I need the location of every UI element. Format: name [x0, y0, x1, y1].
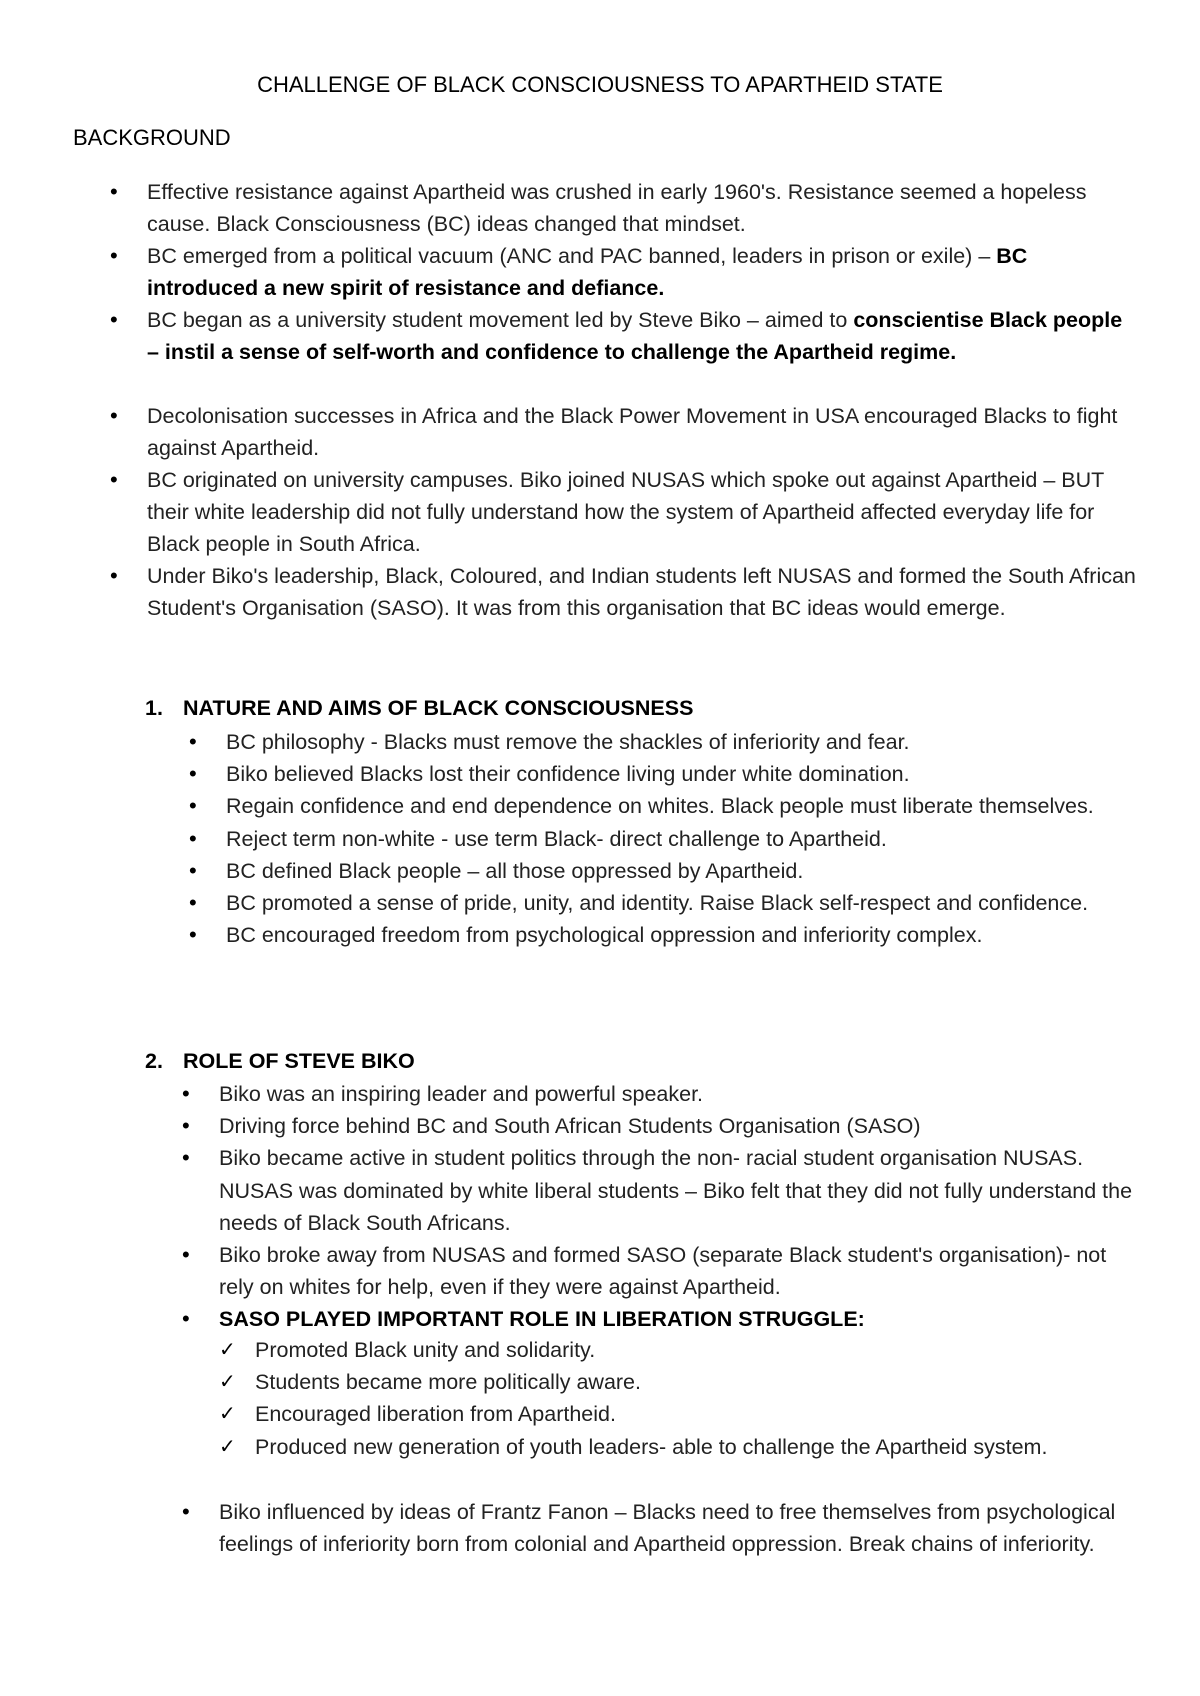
list-item: • Biko broke away from NUSAS and formed SASO (separate Black student's organisation)- not rely on whites for help, even if they were against Apartheid. — [219, 1239, 1139, 1303]
document-title: CHALLENGE OF BLACK CONSCIOUSNESS TO APARTHEID STATE — [257, 72, 943, 97]
list-item: • Biko believed Blacks lost their confidence living under white domination. — [226, 758, 1106, 790]
section-2-list — [219, 1078, 1139, 1336]
list-item: • Biko became active in student politics through the non- racial student organisation NUSAS. NUSAS was dominated by white liberal students – Biko felt that they did not fully understand the needs of Black South Africans. — [219, 1142, 1139, 1239]
list-item: • BC defined Black people – all those oppressed by Apartheid. — [226, 855, 1106, 887]
list-item: • Biko was an inspiring leader and powerful speaker. — [219, 1078, 1139, 1110]
list-item: • Driving force behind BC and South African Students Organisation (SASO) — [219, 1110, 1139, 1142]
list-item: • SASO PLAYED IMPORTANT ROLE IN LIBERATION STRUGGLE: — [219, 1303, 1139, 1335]
list-item: • BC philosophy - Blacks must remove the shackles of inferiority and fear. — [226, 726, 1106, 758]
check-icon: ✓ — [219, 1339, 236, 1361]
section-1-list — [226, 726, 1106, 951]
list-item: • Decolonisation successes in Africa and the Black Power Movement in USA encouraged Blacks to fight against Apartheid. — [147, 400, 1137, 464]
checklist-item: ✓ Produced new generation of youth leaders- able to challenge the Apartheid system. — [255, 1431, 1115, 1463]
list-item: • BC originated on university campuses. Biko joined NUSAS which spoke out against Apartheid – BUT their white leadership did not fully understand how the system of Apartheid affected everyday life for Black people in South Africa. — [147, 464, 1137, 560]
check-icon: ✓ — [219, 1403, 236, 1426]
check-icon: ✓ — [219, 1371, 236, 1394]
list-item: • Under Biko's leadership, Black, Coloured, and Indian students left NUSAS and formed the South African Student's Organisation (SASO). It was from this organisation that BC ideas would emerge. — [147, 560, 1137, 656]
list-item: • BC encouraged freedom from psychological oppression and inferiority complex. — [226, 919, 1106, 951]
list-item: • BC promoted a sense of pride, unity, and identity. Raise Black self-respect and confidence. — [226, 887, 1106, 919]
section-1-heading: 1. NATURE AND AIMS OF BLACK CONSCIOUSNESS — [145, 696, 694, 720]
list-item: • BC emerged from a political vacuum (ANC and PAC banned, leaders in prison or exile) – BC introduced a new spirit of resistance and defiance. — [147, 240, 1137, 304]
list-item: • Regain confidence and end dependence on whites. Black people must liberate themselves. — [226, 790, 1106, 822]
list-item: • Reject term non-white - use term Black- direct challenge to Apartheid. — [226, 823, 1106, 855]
check-icon: ✓ — [219, 1435, 236, 1458]
section-2-final-list — [219, 1496, 1129, 1560]
list-item: • Biko influenced by ideas of Frantz Fanon – Blacks need to free themselves from psychological feelings of inferiority born from colonial and Apartheid oppression. Break chains of inferiority. — [219, 1496, 1129, 1560]
list-item: • BC began as a university student movement led by Steve Biko – aimed to conscientise Black people – instil a sense of self-worth and confidence to challenge the Apartheid regime. — [147, 304, 1137, 400]
checklist-item: ✓ Promoted Black unity and solidarity. — [255, 1334, 1115, 1366]
section-2-heading: 2. ROLE OF STEVE BIKO — [145, 1049, 415, 1073]
checklist-item: ✓ Encouraged liberation from Apartheid. — [255, 1398, 1115, 1430]
background-heading: BACKGROUND — [73, 125, 231, 150]
checklist-item: ✓ Students became more politically aware. — [255, 1366, 1115, 1398]
list-item: • Effective resistance against Apartheid was crushed in early 1960's. Resistance seemed a hopeless cause. Black Consciousness (BC) ideas changed that mindset. — [147, 176, 1137, 240]
background-list — [147, 176, 1137, 656]
saso-checklist — [219, 1334, 1115, 1463]
